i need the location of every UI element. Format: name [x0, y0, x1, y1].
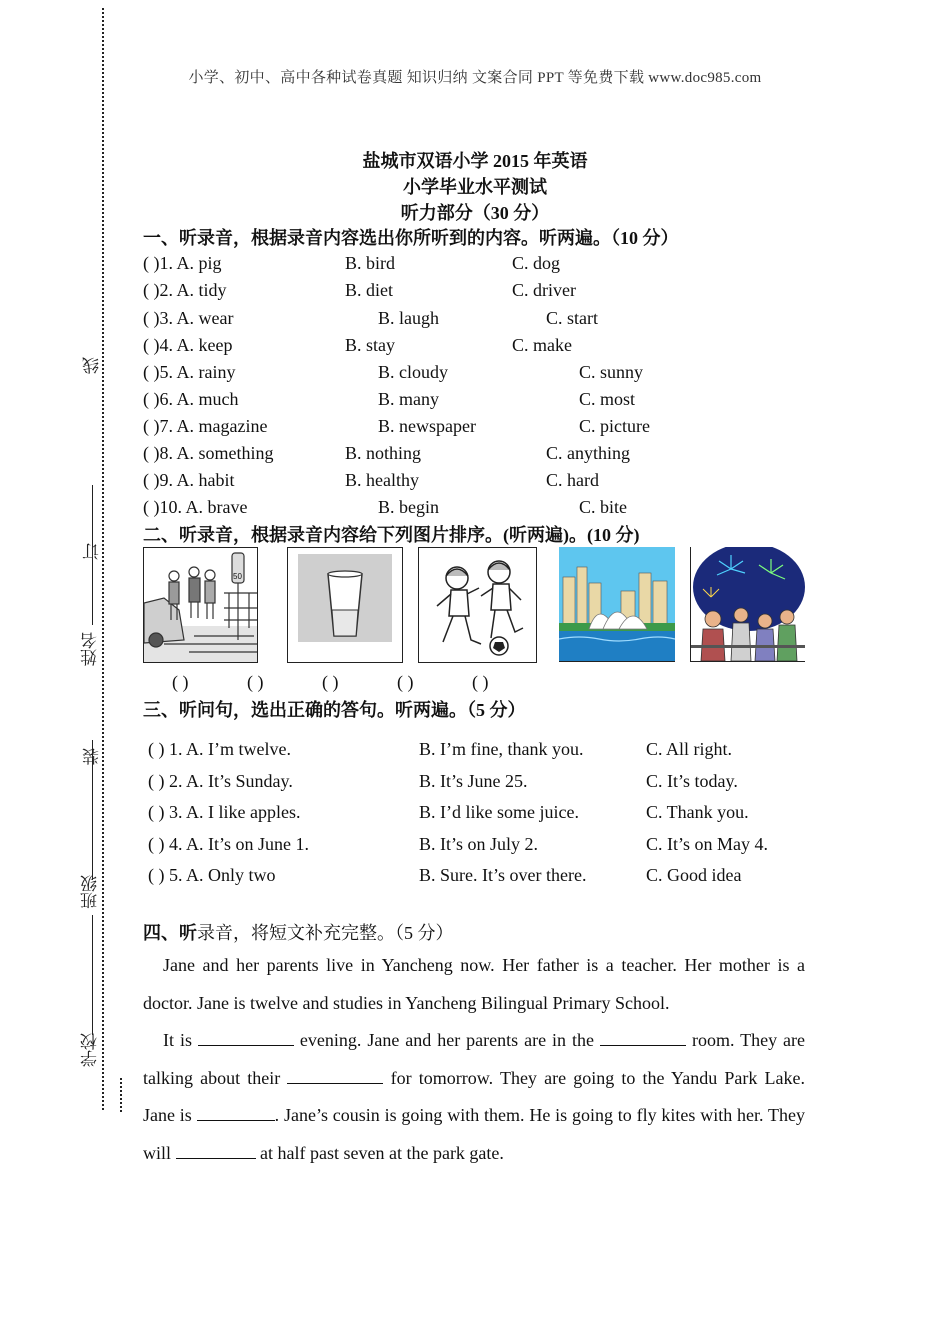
option-b: B. nothing	[345, 443, 422, 463]
question-row	[143, 362, 823, 389]
order-blank[interactable]: ( )	[322, 672, 339, 692]
side-label-class: 班级	[81, 875, 100, 909]
section4-heading-bold: 四、听	[143, 923, 197, 943]
passage-text: . Jane’s cousin is going with them. He is going to fly kites with her. They will	[143, 1105, 806, 1163]
question-row	[143, 253, 823, 280]
option-b: B. cloudy	[378, 362, 448, 382]
option-c: C. start	[546, 308, 598, 328]
option-c: C. driver	[512, 280, 576, 300]
question-row	[143, 308, 823, 335]
question-a: ( )3. A. wear	[143, 308, 234, 328]
passage-paragraph-2	[143, 1022, 805, 1172]
option-b: B. I’m fine, thank you.	[419, 739, 584, 759]
option-c: C. Good idea	[646, 865, 742, 885]
fill-blank-4[interactable]	[197, 1104, 275, 1121]
question-a: ( ) 4. A. It’s on June 1.	[148, 834, 309, 854]
header-banner: 小学、初中、高中各种试卷真题 知识归纳 文案合同 PPT 等免费下载 www.doc985.com	[188, 70, 762, 86]
option-b: B. Sure. It’s over there.	[419, 865, 587, 885]
order-blank[interactable]: ( )	[397, 672, 414, 692]
option-b: B. bird	[345, 253, 396, 273]
street-crossing-illustration	[144, 548, 257, 662]
option-b: B. diet	[345, 280, 393, 300]
question-row	[143, 497, 823, 524]
passage-text: It is	[163, 1030, 192, 1050]
order-blank[interactable]: ( )	[472, 672, 489, 692]
question-row	[143, 470, 823, 497]
order-blank[interactable]: ( )	[172, 672, 189, 692]
option-c: C. picture	[579, 416, 650, 436]
question-row	[143, 416, 823, 443]
option-b: B. newspaper	[378, 416, 476, 436]
option-b: B. It’s on July 2.	[419, 834, 539, 854]
option-b: B. laugh	[378, 308, 439, 328]
fireworks-crowd-illustration	[691, 547, 805, 661]
question-row	[148, 771, 828, 801]
question-row	[148, 739, 828, 769]
listening-part-title: 听力部分（30 分）	[400, 203, 550, 223]
question-row	[143, 280, 823, 307]
question-a: ( )5. A. rainy	[143, 362, 236, 382]
section4-heading	[143, 919, 454, 945]
question-a: ( )8. A. something	[143, 443, 274, 463]
passage-text: for tomorrow. They are going to the Yandu Park Lake. Jane is	[143, 1067, 806, 1125]
question-a: ( )2. A. tidy	[143, 280, 227, 300]
question-a: ( ) 5. A. Only two	[148, 865, 276, 885]
question-a: ( )4. A. keep	[143, 335, 233, 355]
exam-title: 盐城市双语小学 2015 年英语	[362, 151, 588, 171]
school-underline	[92, 915, 93, 1035]
option-c: C. hard	[546, 470, 599, 490]
option-c: C. most	[579, 389, 636, 409]
question-a: ( )7. A. magazine	[143, 416, 268, 436]
question-a: ( )1. A. pig	[143, 253, 222, 273]
fill-blank-1[interactable]	[198, 1029, 294, 1046]
side-label-bind: 订	[83, 543, 102, 560]
option-c: C. It’s today.	[646, 771, 738, 791]
side-label-staple: 装	[83, 748, 102, 765]
order-blank[interactable]: ( )	[247, 672, 264, 692]
section2-heading: 二、听录音，根据录音内容给下列图片排序。(听两遍)。(10 分)	[143, 525, 640, 545]
option-c: C. make	[512, 335, 572, 355]
picture-street-crossing	[143, 547, 258, 663]
option-b: B. many	[378, 389, 439, 409]
option-c: C. All right.	[646, 739, 733, 759]
question-a: ( ) 1. A. I’m twelve.	[148, 739, 291, 759]
side-label-line: 线	[83, 357, 102, 374]
side-label-school: 学校	[81, 1033, 100, 1067]
binding-dotted-line-short	[120, 1078, 122, 1112]
passage-paragraph-1: Jane and her parents live in Yancheng now. Her father is a teacher. Her mother is a doctor. Jane is twelve and studies in Yancheng Bilingual Primary School.	[143, 955, 805, 1013]
option-b: B. It’s June 25.	[419, 771, 528, 791]
picture-fireworks-crowd	[690, 547, 805, 662]
question-a: ( ) 2. A. It’s Sunday.	[148, 771, 293, 791]
option-c: C. anything	[546, 443, 630, 463]
option-b: B. healthy	[345, 470, 419, 490]
picture-children-football	[418, 547, 537, 663]
passage-text: evening. Jane and her parents are in the	[299, 1030, 595, 1050]
question-a: ( )6. A. much	[143, 389, 239, 409]
question-a: ( )9. A. habit	[143, 470, 235, 490]
option-c: C. It’s on May 4.	[646, 834, 769, 854]
section1-heading: 一、听录音，根据录音内容选出你所听到的内容。听两遍。（10 分）	[143, 228, 679, 248]
side-label-name: 姓名	[81, 632, 100, 666]
question-row	[143, 443, 823, 470]
section3-heading: 三、听问句，选出正确的答句。听两遍。（5 分）	[143, 700, 526, 720]
option-c: C. dog	[512, 253, 561, 273]
option-b: B. begin	[378, 497, 439, 517]
question-row	[148, 834, 828, 864]
picture-sydney-opera-house	[559, 547, 675, 662]
fill-blank-2[interactable]	[600, 1029, 686, 1046]
option-c: C. bite	[579, 497, 627, 517]
signal-number: 50	[233, 572, 242, 581]
picture-glass-of-water	[287, 547, 403, 663]
exam-subtitle: 小学毕业水平测试	[403, 177, 547, 197]
fill-blank-3[interactable]	[287, 1067, 383, 1084]
glass-of-water-illustration	[288, 548, 402, 662]
sydney-opera-house-illustration	[559, 547, 675, 661]
question-row	[148, 865, 828, 895]
question-a: ( )10. A. brave	[143, 497, 248, 517]
section4-heading-rest: 录音，将短文补充完整。（5 分）	[197, 923, 454, 943]
option-c: C. sunny	[579, 362, 644, 382]
option-b: B. I’d like some juice.	[419, 802, 579, 822]
option-b: B. stay	[345, 335, 396, 355]
question-a: ( ) 3. A. I like apples.	[148, 802, 301, 822]
option-c: C. Thank you.	[646, 802, 749, 822]
passage-text: at half past seven at the park gate.	[260, 1142, 504, 1163]
children-football-illustration	[419, 548, 536, 662]
question-row	[143, 335, 823, 362]
question-row	[148, 802, 828, 832]
passage-text: room. They are talking about their	[143, 1030, 806, 1088]
passage	[143, 947, 805, 1172]
question-row	[143, 389, 823, 416]
fill-blank-5[interactable]	[176, 1142, 256, 1159]
